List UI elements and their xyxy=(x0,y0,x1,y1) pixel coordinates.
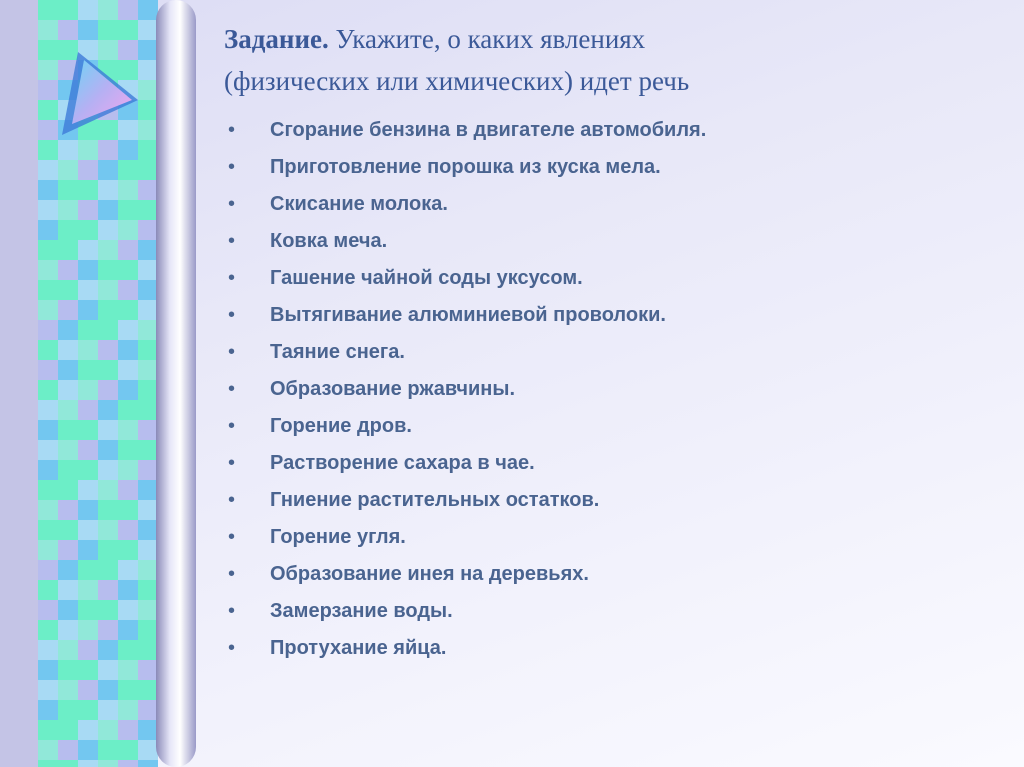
mosaic-tile xyxy=(98,600,118,620)
mosaic-tile xyxy=(38,160,58,180)
mosaic-tile xyxy=(38,140,58,160)
list-item xyxy=(228,112,706,149)
list-item-text: Протухание яйца. xyxy=(270,637,447,659)
mosaic-tile xyxy=(138,40,158,60)
mosaic-tile xyxy=(138,380,158,400)
mosaic-tile xyxy=(138,580,158,600)
bullet-icon: • xyxy=(228,452,236,474)
mosaic-tile xyxy=(58,540,78,560)
bullet-icon: • xyxy=(228,489,236,511)
mosaic-tile xyxy=(58,600,78,620)
mosaic-tile xyxy=(118,420,138,440)
mosaic-tile xyxy=(38,500,58,520)
mosaic-tile xyxy=(118,20,138,40)
mosaic-tile xyxy=(138,260,158,280)
mosaic-tile xyxy=(98,200,118,220)
mosaic-tile xyxy=(38,80,58,100)
mosaic-tile xyxy=(98,580,118,600)
mosaic-tile xyxy=(58,220,78,240)
mosaic-tile xyxy=(98,280,118,300)
phenomena-list xyxy=(228,112,706,667)
mosaic-tile xyxy=(78,280,98,300)
mosaic-tile xyxy=(38,260,58,280)
mosaic-tile xyxy=(58,480,78,500)
mosaic-tile xyxy=(38,720,58,740)
list-item-text: Растворение сахара в чае. xyxy=(270,452,535,474)
mosaic-tile xyxy=(118,460,138,480)
mosaic-tile xyxy=(118,320,138,340)
mosaic-tile xyxy=(38,300,58,320)
mosaic-tile xyxy=(138,300,158,320)
mosaic-tile xyxy=(78,360,98,380)
mosaic-tile xyxy=(118,160,138,180)
mosaic-tile xyxy=(78,560,98,580)
mosaic-tile xyxy=(38,560,58,580)
mosaic-sidebar-decoration xyxy=(0,0,200,767)
mosaic-tile xyxy=(98,360,118,380)
mosaic-tile xyxy=(138,500,158,520)
mosaic-tile xyxy=(98,180,118,200)
mosaic-tile xyxy=(58,640,78,660)
mosaic-tile xyxy=(138,0,158,20)
list-item-text: Вытягивание алюминиевой проволоки. xyxy=(270,304,666,326)
mosaic-tile xyxy=(38,600,58,620)
mosaic-tile xyxy=(118,220,138,240)
list-item-text: Гниение растительных остатков. xyxy=(270,489,600,511)
mosaic-tile xyxy=(98,480,118,500)
mosaic-tile xyxy=(38,660,58,680)
list-item xyxy=(228,556,706,593)
mosaic-tile xyxy=(138,660,158,680)
mosaic-tile xyxy=(138,140,158,160)
bullet-icon: • xyxy=(228,563,236,585)
mosaic-tile xyxy=(118,380,138,400)
mosaic-tile xyxy=(118,560,138,580)
mosaic-tile xyxy=(138,420,158,440)
mosaic-tile xyxy=(138,100,158,120)
mosaic-tile xyxy=(118,400,138,420)
list-item-text: Сгорание бензина в двигателе автомобиля. xyxy=(270,119,707,141)
bullet-icon: • xyxy=(228,415,236,437)
mosaic-tile xyxy=(118,640,138,660)
mosaic-tile xyxy=(118,140,138,160)
mosaic-tile xyxy=(58,680,78,700)
mosaic-tile xyxy=(138,560,158,580)
list-item-text: Образование инея на деревьях. xyxy=(270,563,589,585)
mosaic-tile xyxy=(58,580,78,600)
mosaic-tile xyxy=(78,460,98,480)
bullet-icon: • xyxy=(228,193,236,215)
mosaic-tile xyxy=(78,600,98,620)
list-item-text: Горение угля. xyxy=(270,526,406,548)
mosaic-tile xyxy=(38,640,58,660)
mosaic-tile xyxy=(58,740,78,760)
mosaic-tile xyxy=(138,720,158,740)
list-item xyxy=(228,593,706,630)
bullet-icon: • xyxy=(228,526,236,548)
mosaic-tile xyxy=(58,360,78,380)
list-item xyxy=(228,260,706,297)
mosaic-tile xyxy=(118,60,138,80)
mosaic-tile xyxy=(118,600,138,620)
mosaic-tile xyxy=(38,400,58,420)
mosaic-tile xyxy=(78,380,98,400)
mosaic-tile xyxy=(58,160,78,180)
mosaic-tile xyxy=(138,220,158,240)
mosaic-tile xyxy=(58,280,78,300)
mosaic-tile xyxy=(98,400,118,420)
mosaic-tile xyxy=(78,440,98,460)
list-item xyxy=(228,223,706,260)
title-lead: Задание. xyxy=(224,24,329,54)
mosaic-tile xyxy=(38,740,58,760)
mosaic-tile xyxy=(98,300,118,320)
mosaic-tile xyxy=(138,480,158,500)
mosaic-tile xyxy=(138,400,158,420)
mosaic-tile xyxy=(58,400,78,420)
mosaic-tile xyxy=(38,460,58,480)
bullet-icon: • xyxy=(228,378,236,400)
mosaic-tile xyxy=(58,620,78,640)
mosaic-tile xyxy=(98,160,118,180)
mosaic-tile xyxy=(98,40,118,60)
mosaic-tile xyxy=(98,260,118,280)
mosaic-tile xyxy=(38,40,58,60)
mosaic-tile xyxy=(118,520,138,540)
mosaic-tile xyxy=(138,60,158,80)
mosaic-tile xyxy=(38,360,58,380)
mosaic-tile xyxy=(58,420,78,440)
mosaic-tile xyxy=(58,760,78,767)
mosaic-tile xyxy=(118,440,138,460)
mosaic-tile xyxy=(78,480,98,500)
mosaic-tile xyxy=(98,660,118,680)
mosaic-tile xyxy=(138,640,158,660)
mosaic-tile xyxy=(58,260,78,280)
mosaic-tile xyxy=(138,600,158,620)
mosaic-tile xyxy=(138,620,158,640)
mosaic-tile xyxy=(98,0,118,20)
mosaic-tile xyxy=(98,520,118,540)
mosaic-tile xyxy=(118,0,138,20)
mosaic-tile xyxy=(78,160,98,180)
mosaic-tile xyxy=(98,340,118,360)
mosaic-tile xyxy=(98,120,118,140)
mosaic-tile xyxy=(38,100,58,120)
mosaic-tile xyxy=(118,580,138,600)
mosaic-tile xyxy=(118,240,138,260)
mosaic-tile xyxy=(58,0,78,20)
bullet-icon: • xyxy=(228,341,236,363)
title-line1-rest: Укажите, о каких явлениях xyxy=(328,24,646,54)
mosaic-tile xyxy=(78,0,98,20)
mosaic-tile xyxy=(58,200,78,220)
mosaic-tile xyxy=(138,340,158,360)
mosaic-tile xyxy=(118,180,138,200)
mosaic-tile xyxy=(98,620,118,640)
slide-title xyxy=(224,18,1004,102)
mosaic-tile xyxy=(38,480,58,500)
mosaic-tile xyxy=(78,20,98,40)
mosaic-tile xyxy=(78,580,98,600)
mosaic-tile xyxy=(58,700,78,720)
mosaic-tile xyxy=(38,20,58,40)
list-item-text: Таяние снега. xyxy=(270,341,405,363)
mosaic-tile xyxy=(38,440,58,460)
mosaic-tile xyxy=(78,760,98,767)
mosaic-tile xyxy=(98,420,118,440)
mosaic-tile xyxy=(98,740,118,760)
list-item xyxy=(228,630,706,667)
mosaic-tile xyxy=(38,200,58,220)
bullet-icon: • xyxy=(228,600,236,622)
mosaic-tile xyxy=(38,380,58,400)
mosaic-tile xyxy=(98,20,118,40)
mosaic-tile xyxy=(78,520,98,540)
mosaic-tile xyxy=(138,360,158,380)
mosaic-tile xyxy=(138,740,158,760)
mosaic-tile xyxy=(138,540,158,560)
mosaic-tile xyxy=(58,300,78,320)
mosaic-tile xyxy=(78,420,98,440)
mosaic-tile xyxy=(118,540,138,560)
mosaic-tile xyxy=(78,240,98,260)
mosaic-tile xyxy=(78,700,98,720)
mosaic-tile xyxy=(118,720,138,740)
bullet-icon: • xyxy=(228,230,236,252)
mosaic-tile xyxy=(58,320,78,340)
mosaic-tile xyxy=(118,340,138,360)
mosaic-tile xyxy=(78,660,98,680)
mosaic-tile xyxy=(78,220,98,240)
mosaic-tile xyxy=(58,460,78,480)
mosaic-tile xyxy=(38,120,58,140)
mosaic-tile xyxy=(58,660,78,680)
mosaic-tile xyxy=(78,260,98,280)
mosaic-tile xyxy=(138,80,158,100)
list-item-text: Ковка меча. xyxy=(270,230,388,252)
mosaic-tile xyxy=(118,500,138,520)
mosaic-tile xyxy=(38,760,58,767)
mosaic-tile xyxy=(138,700,158,720)
mosaic-tile xyxy=(58,380,78,400)
mosaic-tile xyxy=(138,280,158,300)
mosaic-tile xyxy=(98,240,118,260)
mosaic-tile xyxy=(78,540,98,560)
mosaic-tile xyxy=(138,160,158,180)
list-item-text: Образование ржавчины. xyxy=(270,378,516,400)
mosaic-tile xyxy=(38,540,58,560)
list-item xyxy=(228,482,706,519)
list-item xyxy=(228,334,706,371)
mosaic-tile xyxy=(98,220,118,240)
mosaic-tile xyxy=(98,500,118,520)
list-item-text: Скисание молока. xyxy=(270,193,448,215)
mosaic-tile xyxy=(118,200,138,220)
list-item xyxy=(228,297,706,334)
list-item-text: Гашение чайной соды уксусом. xyxy=(270,267,583,289)
mosaic-tile xyxy=(98,560,118,580)
title-line2: (физических или химических) идет речь xyxy=(224,66,690,96)
mosaic-tile xyxy=(138,240,158,260)
bullet-icon: • xyxy=(228,119,236,141)
mosaic-tile xyxy=(58,340,78,360)
mosaic-tile xyxy=(38,280,58,300)
mosaic-tile xyxy=(38,0,58,20)
mosaic-tile xyxy=(98,720,118,740)
mosaic-tile xyxy=(58,40,78,60)
mosaic-tile xyxy=(118,480,138,500)
mosaic-tile xyxy=(138,460,158,480)
mosaic-tile xyxy=(78,180,98,200)
mosaic-tile xyxy=(138,120,158,140)
mosaic-tile xyxy=(78,320,98,340)
mosaic-tile xyxy=(118,700,138,720)
list-item-text: Горение дров. xyxy=(270,415,412,437)
mosaic-tile xyxy=(138,760,158,767)
mosaic-tile xyxy=(118,740,138,760)
mosaic-tile xyxy=(118,300,138,320)
list-item xyxy=(228,519,706,556)
mosaic-tile xyxy=(38,240,58,260)
mosaic-tile xyxy=(118,260,138,280)
mosaic-tile xyxy=(38,60,58,80)
mosaic-tile xyxy=(138,20,158,40)
mosaic-tile xyxy=(78,680,98,700)
mosaic-tile xyxy=(38,680,58,700)
mosaic-tile xyxy=(38,340,58,360)
list-item-text: Замерзание воды. xyxy=(270,600,453,622)
mosaic-tile xyxy=(138,680,158,700)
mosaic-tile xyxy=(78,140,98,160)
list-item xyxy=(228,408,706,445)
mosaic-tile xyxy=(58,560,78,580)
mosaic-tile xyxy=(58,520,78,540)
mosaic-tile xyxy=(118,40,138,60)
mosaic-tile xyxy=(98,640,118,660)
mosaic-tile xyxy=(98,760,118,767)
mosaic-tile xyxy=(98,460,118,480)
mosaic-tile xyxy=(78,620,98,640)
mosaic-tile xyxy=(138,440,158,460)
mosaic-tile xyxy=(118,280,138,300)
bullet-icon: • xyxy=(228,156,236,178)
mosaic-tile xyxy=(78,500,98,520)
mosaic-tile xyxy=(58,440,78,460)
mosaic-tile xyxy=(58,500,78,520)
mosaic-tile xyxy=(38,580,58,600)
mosaic-tile xyxy=(118,680,138,700)
mosaic-tile xyxy=(58,140,78,160)
mosaic-tile xyxy=(118,620,138,640)
mosaic-tile xyxy=(118,760,138,767)
mosaic-tile xyxy=(98,680,118,700)
mosaic-tile xyxy=(38,520,58,540)
bullet-icon: • xyxy=(228,267,236,289)
mosaic-tile xyxy=(118,120,138,140)
mosaic-tile xyxy=(98,540,118,560)
mosaic-tile xyxy=(118,360,138,380)
mosaic-tile xyxy=(98,380,118,400)
mosaic-tile xyxy=(78,400,98,420)
list-item xyxy=(228,149,706,186)
mosaic-tile xyxy=(98,320,118,340)
mosaic-tile xyxy=(58,720,78,740)
bullet-icon: • xyxy=(228,637,236,659)
mosaic-tile xyxy=(38,420,58,440)
mosaic-tile xyxy=(98,140,118,160)
mosaic-tile xyxy=(138,320,158,340)
mosaic-tile xyxy=(38,320,58,340)
mosaic-tile xyxy=(78,300,98,320)
mosaic-tile xyxy=(38,700,58,720)
mosaic-tile xyxy=(38,220,58,240)
bullet-icon: • xyxy=(228,304,236,326)
mosaic-tile xyxy=(78,340,98,360)
list-item xyxy=(228,186,706,223)
mosaic-tile xyxy=(138,520,158,540)
mosaic-tile xyxy=(78,200,98,220)
mosaic-tile xyxy=(38,180,58,200)
mosaic-tile xyxy=(98,440,118,460)
mosaic-tile xyxy=(78,640,98,660)
mosaic-tile xyxy=(78,740,98,760)
mosaic-tile xyxy=(98,700,118,720)
mosaic-tile xyxy=(118,660,138,680)
mosaic-tile xyxy=(138,180,158,200)
list-item-text: Приготовление порошка из куска мела. xyxy=(270,156,661,178)
mosaic-tile xyxy=(58,20,78,40)
mosaic-tile xyxy=(38,620,58,640)
mosaic-tile xyxy=(78,720,98,740)
list-item xyxy=(228,445,706,482)
mosaic-tile xyxy=(58,240,78,260)
mosaic-tile xyxy=(58,180,78,200)
list-item xyxy=(228,371,706,408)
mosaic-tile xyxy=(138,200,158,220)
